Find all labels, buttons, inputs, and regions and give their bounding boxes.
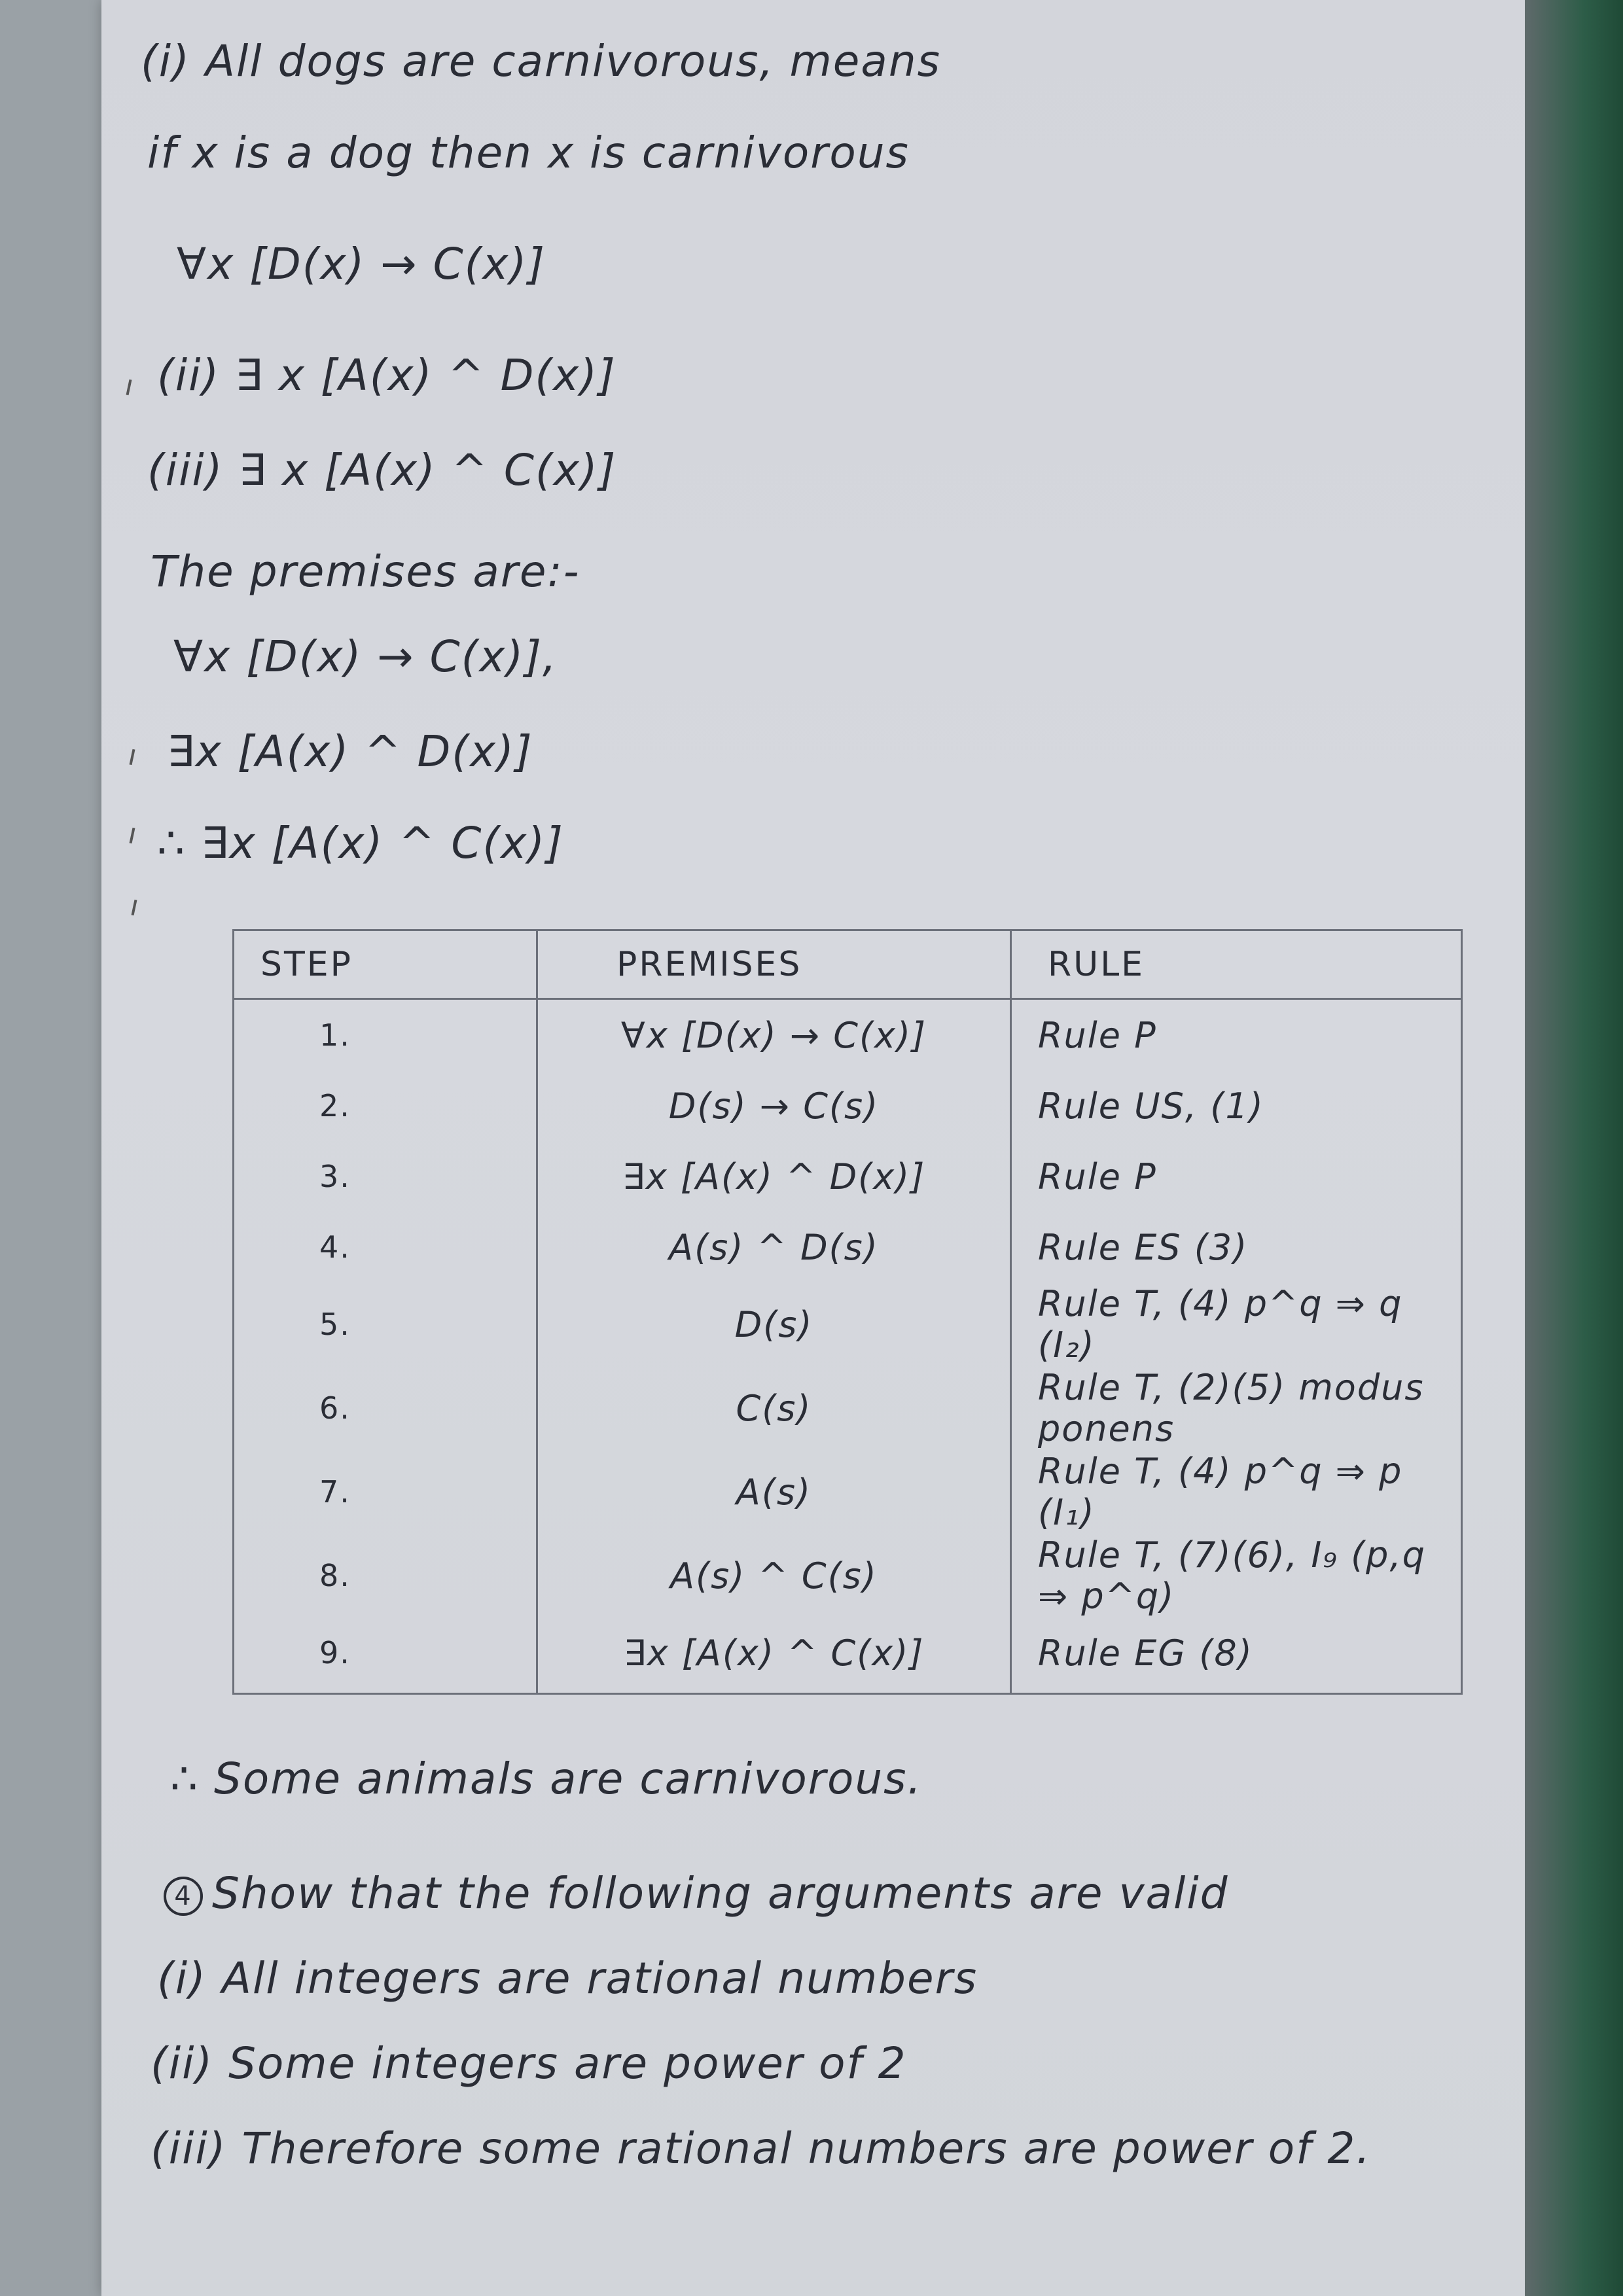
conclusion-formula: ∴ ∃x [A(x) ^ C(x)] — [157, 818, 564, 868]
premises-heading: The premises are:- — [151, 546, 580, 597]
step-premise: ∃x [A(x) ^ D(x)] — [537, 1141, 1011, 1212]
question-number: 4 — [164, 1877, 203, 1916]
question-item-3: (iii) Therefore some rational numbers are power of 2. — [151, 2123, 1372, 2174]
question-item-1: (i) All integers are rational numbers — [157, 1953, 978, 2004]
step-number: 3. — [234, 1141, 537, 1212]
formula-i: ∀x [D(x) → C(x)] — [177, 239, 546, 289]
question-text: Show that the following arguments are valid — [212, 1868, 1229, 1918]
premise-1: ∀x [D(x) → C(x)], — [173, 631, 558, 682]
header-premises: PREMISES — [537, 930, 1011, 999]
formula-iii: (iii) ∃ x [A(x) ^ C(x)] — [147, 445, 617, 495]
background-edge — [1525, 0, 1623, 2296]
step-premise: A(s) — [537, 1450, 1011, 1534]
margin-tick — [132, 900, 137, 915]
header-step: STEP — [234, 930, 537, 999]
proof-table — [232, 929, 1463, 1695]
margin-tick — [126, 380, 132, 395]
step-rule: Rule T, (4) p^q ⇒ p (I₁) — [1038, 1451, 1403, 1533]
step-rule: Rule P — [1038, 1156, 1157, 1197]
formula-ii: (ii) ∃ x [A(x) ^ D(x)] — [157, 350, 616, 400]
header-rule: RULE — [1011, 930, 1462, 999]
table-header-row — [234, 930, 1462, 999]
step-rule: Rule P — [1038, 1014, 1157, 1056]
table-row — [234, 1366, 1462, 1450]
step-rule: Rule EG (8) — [1038, 1632, 1253, 1674]
step-premise: ∃x [A(x) ^ C(x)] — [537, 1617, 1011, 1688]
question-item-2: (ii) Some integers are power of 2 — [151, 2038, 907, 2089]
step-premise: A(s) ^ C(s) — [537, 1534, 1011, 1617]
step-number: 9. — [234, 1617, 537, 1688]
step-rule: Rule T, (7)(6), I₉ (p,q ⇒ p^q) — [1038, 1534, 1426, 1617]
step-rule: Rule T, (2)(5) modus ponens — [1038, 1367, 1425, 1449]
step-number: 6. — [234, 1366, 537, 1450]
step-number: 7. — [234, 1450, 537, 1534]
notebook-page — [101, 0, 1525, 2296]
step-premise: ∀x [D(x) → C(x)] — [537, 999, 1011, 1071]
step-number: 5. — [234, 1282, 537, 1366]
step-number: 4. — [234, 1212, 537, 1282]
step-number: 8. — [234, 1534, 537, 1617]
margin-tick — [130, 828, 135, 843]
step-premise: A(s) ^ D(s) — [537, 1212, 1011, 1282]
step-rule: Rule T, (4) p^q ⇒ q (I₂) — [1038, 1283, 1403, 1366]
step-number: 2. — [234, 1070, 537, 1141]
step-rule: Rule ES (3) — [1038, 1226, 1249, 1268]
step-number: 1. — [234, 999, 537, 1071]
table-empty-row — [234, 1688, 1462, 1694]
statement-i: (i) All dogs are carnivorous, means — [141, 36, 942, 86]
table-row — [234, 1282, 1462, 1366]
table-row — [234, 1070, 1462, 1141]
statement-i-explanation: if x is a dog then x is carnivorous — [147, 128, 910, 178]
premise-2: ∃x [A(x) ^ D(x)] — [167, 726, 533, 777]
table-row — [234, 1450, 1462, 1534]
step-rule: Rule US, (1) — [1038, 1085, 1264, 1127]
table-row — [234, 1617, 1462, 1688]
table-row — [234, 999, 1462, 1071]
step-premise: D(s) → C(s) — [537, 1070, 1011, 1141]
step-premise: C(s) — [537, 1366, 1011, 1450]
question-prompt — [164, 1868, 1229, 1918]
margin-tick — [130, 749, 135, 765]
table-row — [234, 1141, 1462, 1212]
table-row — [234, 1534, 1462, 1617]
table-row — [234, 1212, 1462, 1282]
result-statement: ∴ Some animals are carnivorous. — [170, 1754, 923, 1804]
step-premise: D(s) — [537, 1282, 1011, 1366]
